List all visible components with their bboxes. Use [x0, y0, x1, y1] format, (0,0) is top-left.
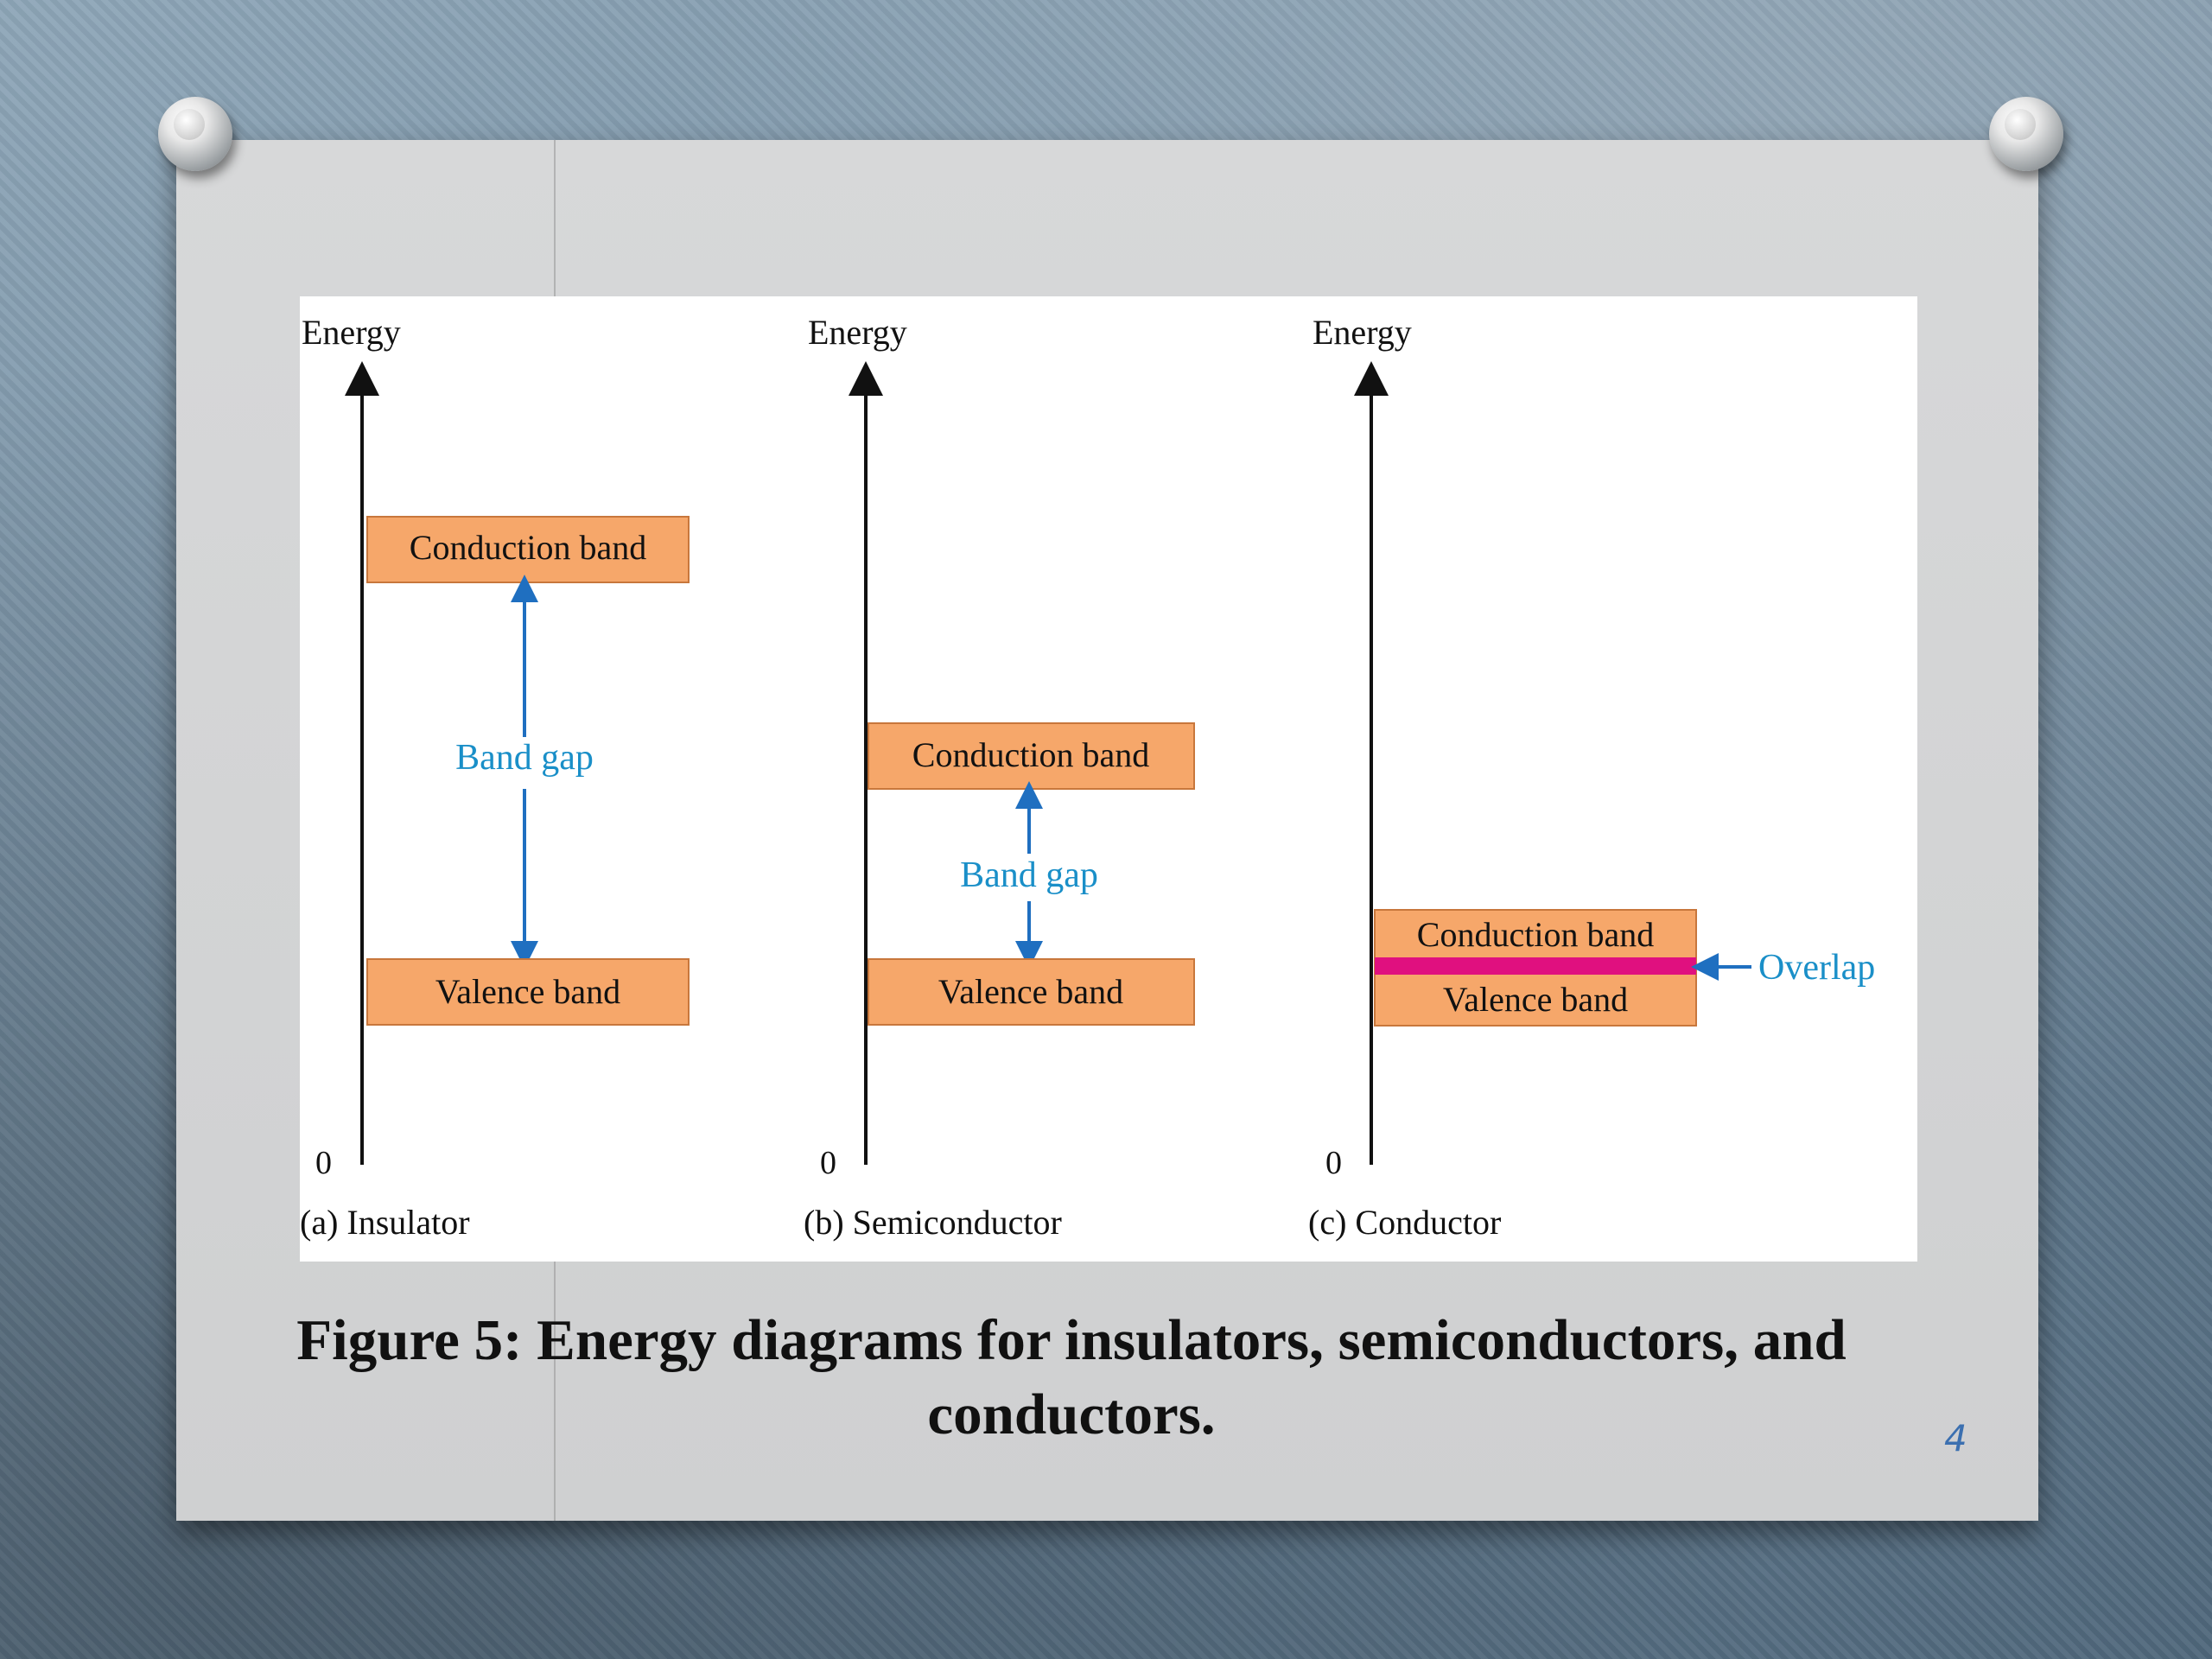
valence-band-label: Valence band — [435, 972, 621, 1011]
energy-axis-label: Energy — [808, 313, 907, 352]
conduction-band-label: Conduction band — [409, 528, 647, 567]
energy-axis-label: Energy — [1313, 313, 1412, 352]
panel-label: (b) Semiconductor — [804, 1203, 1062, 1242]
panel-conductor — [1308, 313, 1875, 1242]
valence-band-label: Valence band — [938, 972, 1124, 1011]
panel-insulator — [300, 313, 689, 1242]
conduction-band-label: Conduction band — [1416, 915, 1655, 954]
overlap-band — [1375, 957, 1696, 975]
page-number: 4 — [1944, 1417, 1967, 1459]
panel-label: (c) Conductor — [1308, 1203, 1502, 1242]
figure-caption: Figure 5: Energy diagrams for insulators, semiconductors, and conductors. — [296, 1308, 1847, 1446]
overlap-label: Overlap — [1758, 948, 1876, 988]
zero-label: 0 — [1325, 1145, 1342, 1181]
panel-semiconductor — [804, 313, 1194, 1242]
panel-label: (a) Insulator — [300, 1203, 470, 1242]
band-gap-label: Band gap — [960, 855, 1098, 895]
valence-band-label: Valence band — [1442, 980, 1629, 1019]
energy-band-figure — [300, 296, 1917, 1262]
band-gap-label: Band gap — [455, 738, 594, 778]
energy-axis-label: Energy — [302, 313, 401, 352]
pushpin-icon — [158, 97, 232, 171]
conduction-band-label: Conduction band — [912, 735, 1150, 774]
pushpin-icon — [1989, 97, 2063, 171]
energy-diagrams-svg — [300, 296, 1917, 1262]
zero-label: 0 — [315, 1145, 332, 1181]
zero-label: 0 — [820, 1145, 836, 1181]
